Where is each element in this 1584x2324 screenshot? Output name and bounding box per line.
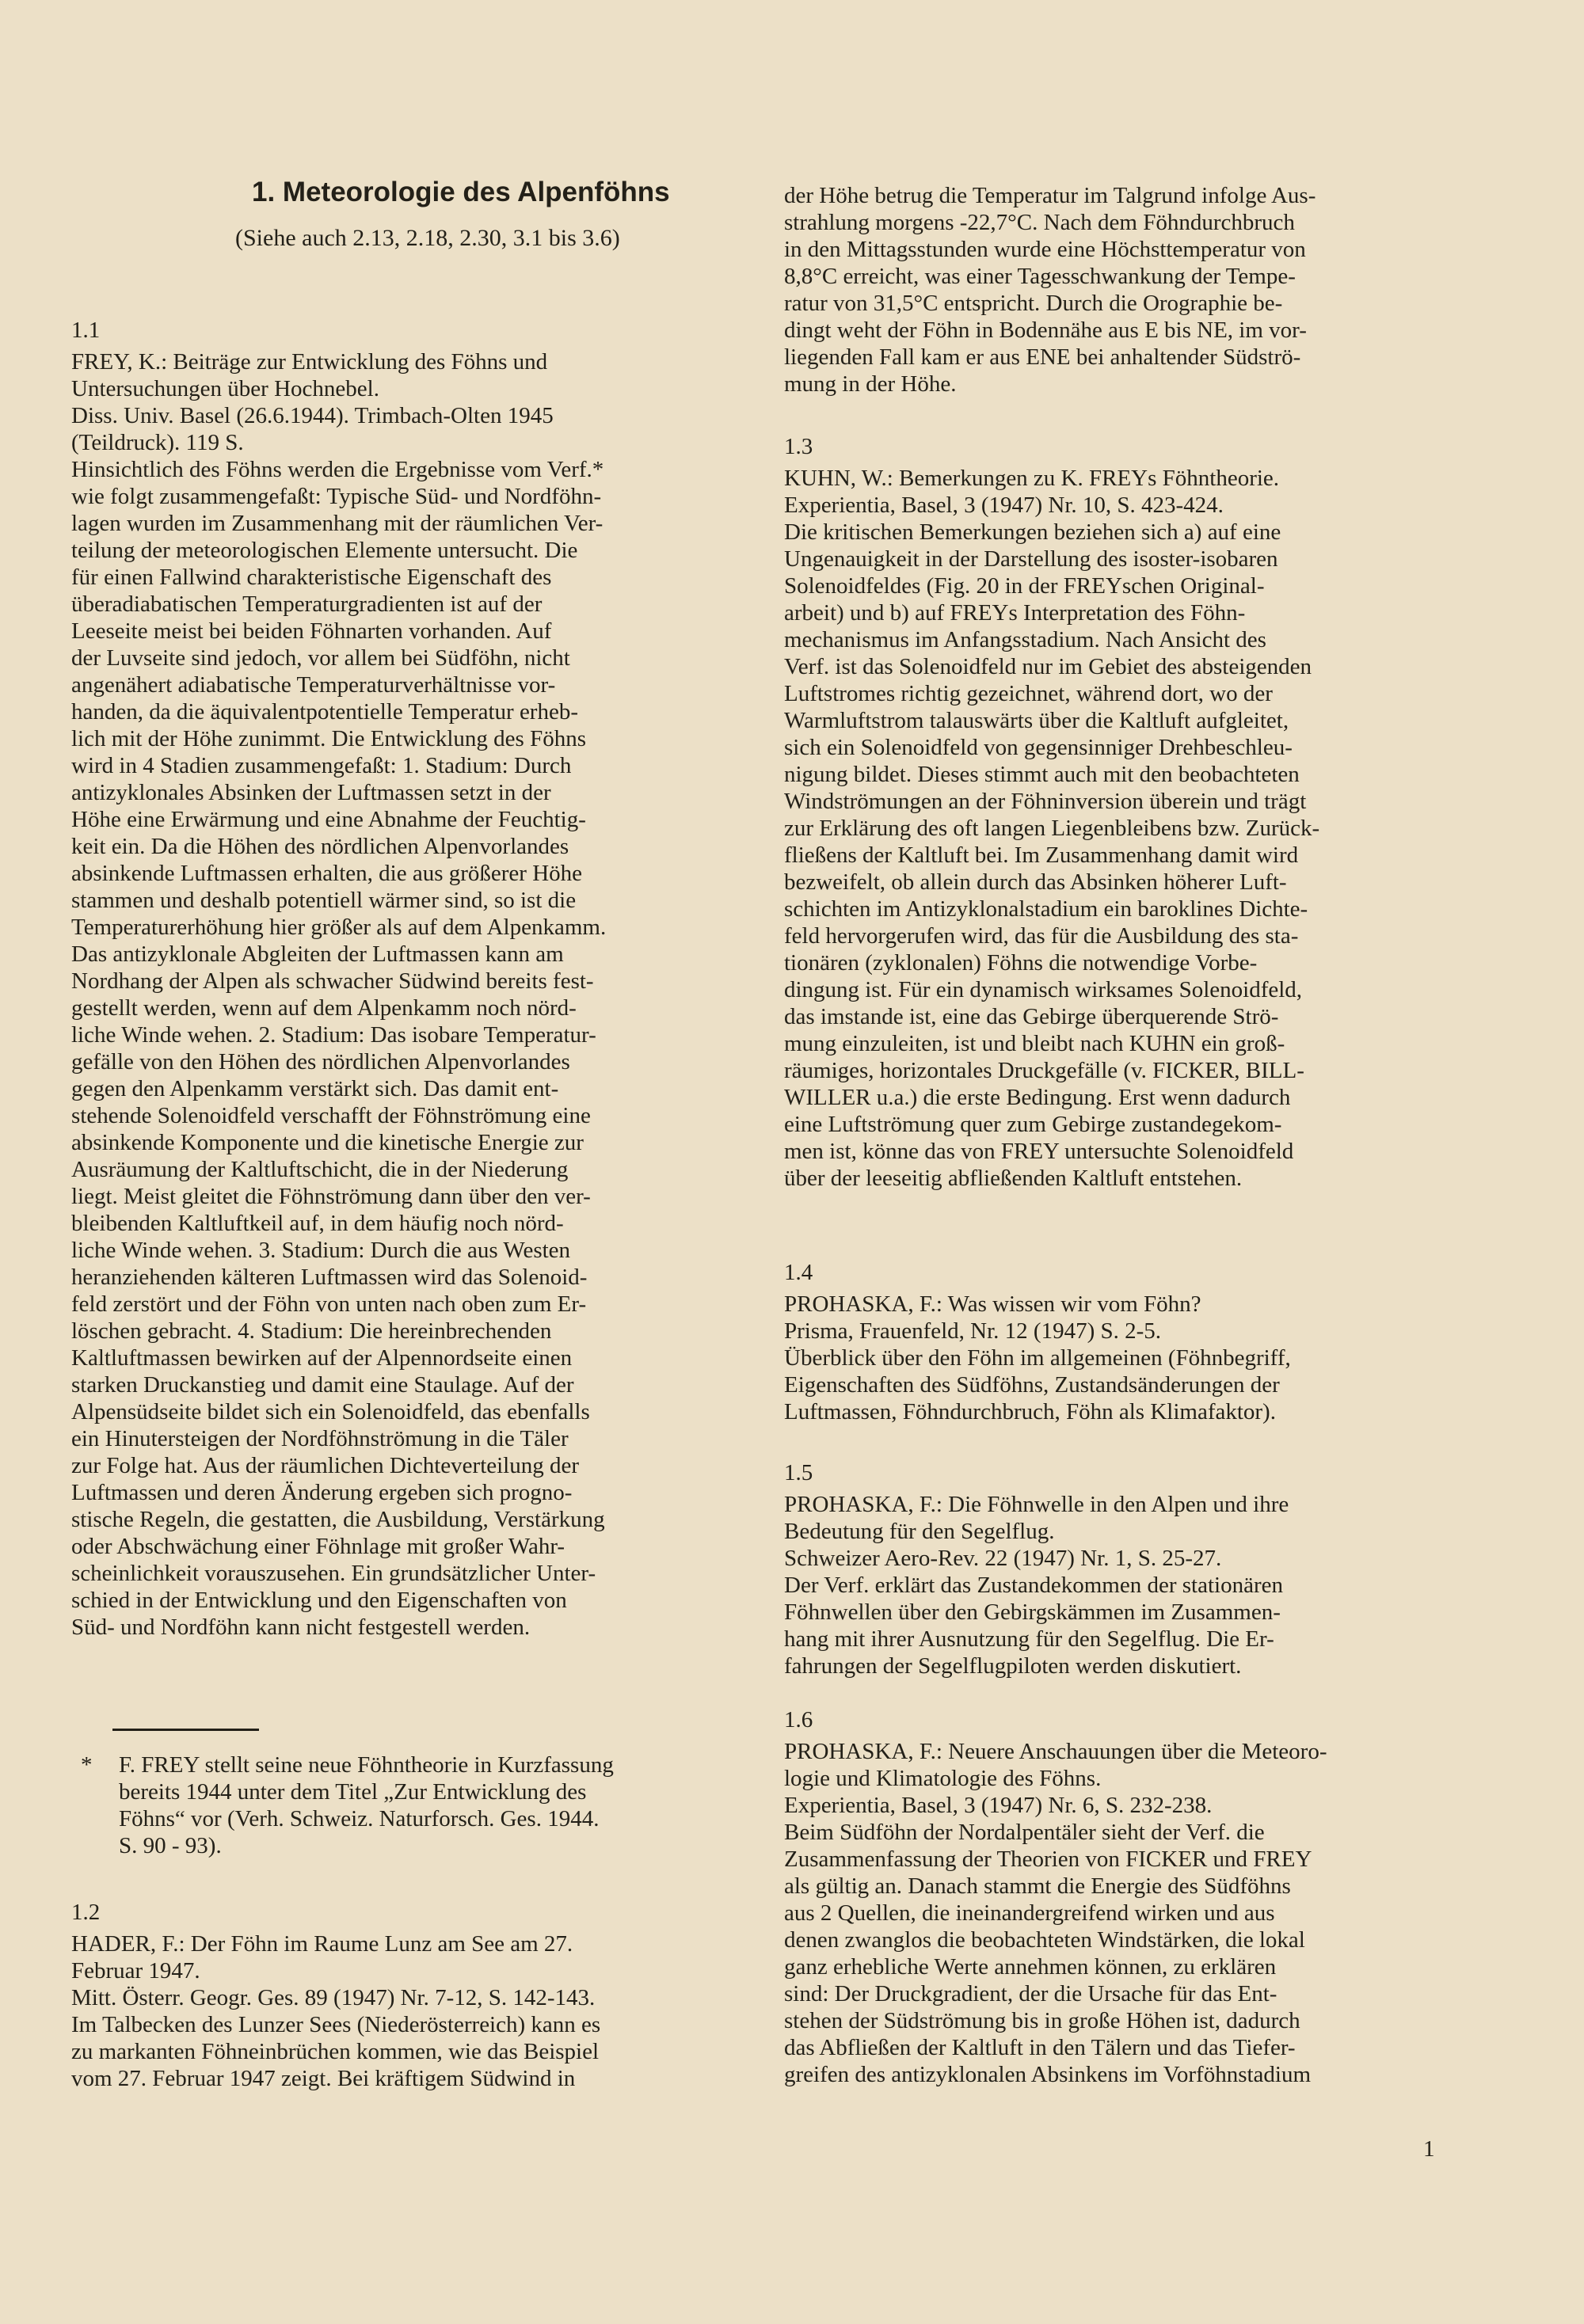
text-line: Ungenauigkeit in der Darstellung des isoster-isobaren xyxy=(784,546,1278,572)
page-number: 1 xyxy=(1423,2136,1435,2162)
text-line: bereits 1944 unter dem Titel „Zur Entwicklung des xyxy=(119,1779,587,1805)
text-line: der Luvseite sind jedoch, vor allem bei Südföhn, nicht xyxy=(71,645,570,671)
text-line: schied in der Entwicklung und den Eigenschaften von xyxy=(71,1588,567,1613)
text-line: logie und Klimatologie des Föhns. xyxy=(784,1766,1102,1791)
text-line: Der Verf. erklärt das Zustandekommen der stationären xyxy=(784,1573,1283,1598)
text-line: der Höhe betrug die Temperatur im Talgrund infolge Aus- xyxy=(784,183,1316,208)
text-line: schichten im Antizyklonalstadium ein baroklines Dichte- xyxy=(784,896,1308,922)
text-line: antizyklonales Absinken der Luftmassen setzt in der xyxy=(71,780,551,805)
entry-text xyxy=(71,1930,600,2092)
text-line: bleibenden Kaltluftkeil auf, in dem häufig noch nörd- xyxy=(71,1211,564,1236)
text-line: überadiabatischen Temperaturgradienten ist auf der xyxy=(71,591,543,617)
text-line: Leeseite meist bei beiden Föhnarten vorhanden. Auf xyxy=(71,618,552,644)
text-line: ganz erhebliche Werte annehmen können, zu erklären xyxy=(784,1954,1277,1980)
text-line: ratur von 31,5°C entspricht. Durch die Orographie be- xyxy=(784,291,1283,316)
text-line: Diss. Univ. Basel (26.6.1944). Trimbach-Olten 1945 xyxy=(71,403,554,428)
text-line: fließens der Kaltluft bei. Im Zusammenhang damit wird xyxy=(784,842,1299,868)
text-line: absinkende Komponente und die kinetische Energie zur xyxy=(71,1130,584,1155)
text-line: bezweifelt, ob allein durch das Absinken höherer Luft- xyxy=(784,869,1287,895)
text-line: Experientia, Basel, 3 (1947) Nr. 10, S. 423-424. xyxy=(784,493,1224,518)
entry-text xyxy=(71,348,606,1641)
text-line: men ist, könne das von FREY untersuchte Solenoidfeld xyxy=(784,1139,1294,1164)
text-line: hang mit ihrer Ausnutzung für den Segelflug. Die Er- xyxy=(784,1626,1274,1652)
entry-text xyxy=(784,1738,1327,2088)
text-line: Warmluftstrom talauswärts über die Kaltluft aufgleitet, xyxy=(784,708,1289,733)
entry-1-3 xyxy=(784,433,1319,1192)
text-line: gefälle von den Höhen des nördlichen Alpenvorlandes xyxy=(71,1049,570,1075)
entry-1-1 xyxy=(71,317,606,1641)
text-line: räumiges, horizontales Druckgefälle (v. FICKER, BILL- xyxy=(784,1058,1304,1083)
text-line: tionären (zyklonalen) Föhns die notwendige Vorbe- xyxy=(784,950,1258,976)
text-line: Zusammenfassung der Theorien von FICKER und FREY xyxy=(784,1847,1312,1872)
entry-text xyxy=(784,1491,1289,1679)
text-line: teilung der meteorologischen Elemente untersucht. Die xyxy=(71,538,578,563)
text-line: Süd- und Nordföhn kann nicht festgestell werden. xyxy=(71,1615,531,1640)
text-line: in den Mittagsstunden wurde eine Höchsttemperatur von xyxy=(784,237,1306,262)
text-line: über der leeseitig abfließenden Kaltluft entstehen. xyxy=(784,1166,1243,1191)
entry-number: 1.1 xyxy=(71,318,101,343)
text-line: lagen wurden im Zusammenhang mit der räumlichen Ver- xyxy=(71,511,604,536)
text-line: Luftmassen, Föhndurchbruch, Föhn als Klimafaktor). xyxy=(784,1399,1276,1424)
entry-text xyxy=(784,182,1316,397)
text-line: keit ein. Da die Höhen des nördlichen Alpenvorlandes xyxy=(71,834,569,859)
text-line: stammen und deshalb potentiell wärmer sind, so ist die xyxy=(71,888,577,913)
text-line: mechanismus im Anfangsstadium. Nach Ansicht des xyxy=(784,627,1266,652)
text-line: liegt. Meist gleitet die Föhnströmung dann über den ver- xyxy=(71,1184,591,1209)
text-line: (Teildruck). 119 S. xyxy=(71,430,244,455)
section-subtitle: (Siehe auch 2.13, 2.18, 2.30, 3.1 bis 3.6) xyxy=(235,225,620,251)
text-line: Überblick über den Föhn im allgemeinen (Föhnbegriff, xyxy=(784,1345,1291,1371)
text-line: dingt weht der Föhn in Bodennähe aus E bis NE, im vor- xyxy=(784,318,1307,343)
entry-1-2-continued xyxy=(784,182,1316,397)
entry-1-6 xyxy=(784,1706,1327,2088)
text-line: mung in der Höhe. xyxy=(784,371,957,397)
text-line: PROHASKA, F.: Die Föhnwelle in den Alpen und ihre xyxy=(784,1492,1289,1517)
text-line: Ausräumung der Kaltluftschicht, die in der Niederung xyxy=(71,1157,569,1182)
text-line: 8,8°C erreicht, was einer Tagesschwankung der Tempe- xyxy=(784,264,1296,289)
text-line: Februar 1947. xyxy=(71,1958,200,1984)
text-line: lich mit der Höhe zunimmt. Die Entwicklung des Föhns xyxy=(71,726,586,751)
entry-1-5 xyxy=(784,1459,1289,1679)
text-line: Die kritischen Bemerkungen beziehen sich a) auf eine xyxy=(784,519,1281,545)
text-line: heranziehenden kälteren Luftmassen wird das Solenoid- xyxy=(71,1265,588,1290)
text-line: liegenden Fall kam er aus ENE bei anhaltender Südströ- xyxy=(784,344,1301,370)
text-line: eine Luftströmung quer zum Gebirge zustandegekom- xyxy=(784,1112,1282,1137)
text-line: Solenoidfeldes (Fig. 20 in der FREYschen Original- xyxy=(784,573,1265,599)
text-line: liche Winde wehen. 2. Stadium: Das isobare Temperatur- xyxy=(71,1022,596,1048)
text-line: WILLER u.a.) die erste Bedingung. Erst wenn dadurch xyxy=(784,1085,1291,1110)
entry-number: 1.5 xyxy=(784,1460,813,1485)
text-line: vom 27. Februar 1947 zeigt. Bei kräftigem Südwind in xyxy=(71,2066,576,2091)
text-line: PROHASKA, F.: Was wissen wir vom Föhn? xyxy=(784,1291,1201,1317)
text-line: für einen Fallwind charakteristische Eigenschaft des xyxy=(71,565,552,590)
text-line: feld zerstört und der Föhn von unten nach oben zum Er- xyxy=(71,1291,587,1317)
text-line: Nordhang der Alpen als schwacher Südwind bereits fest- xyxy=(71,968,594,994)
text-line: oder Abschwächung einer Föhnlage mit großer Wahr- xyxy=(71,1534,565,1559)
text-line: Untersuchungen über Hochnebel. xyxy=(71,376,379,401)
text-line: Mitt. Österr. Geogr. Ges. 89 (1947) Nr. 7-12, S. 142-143. xyxy=(71,1985,596,2010)
entry-number: 1.6 xyxy=(784,1707,813,1733)
text-line: S. 90 - 93). xyxy=(119,1833,222,1858)
text-line: sich ein Solenoidfeld von gegensinniger Drehbeschleu- xyxy=(784,735,1293,760)
text-line: mung einzuleiten, ist und bleibt nach KUHN ein groß- xyxy=(784,1031,1285,1056)
text-line: wie folgt zusammengefaßt: Typische Süd- und Nordföhn- xyxy=(71,484,602,509)
text-line: Experientia, Basel, 3 (1947) Nr. 6, S. 232-238. xyxy=(784,1793,1213,1818)
text-line: Luftstromes richtig gezeichnet, während dort, wo der xyxy=(784,681,1273,706)
text-line: liche Winde wehen. 3. Stadium: Durch die aus Westen xyxy=(71,1238,571,1263)
text-line: stehende Solenoidfeld verschafft der Föhnströmung eine xyxy=(71,1103,591,1128)
text-line: gestellt werden, wenn auf dem Alpenkamm noch nörd- xyxy=(71,995,577,1021)
text-line: stehen der Südströmung bis in große Höhen ist, dadurch xyxy=(784,2008,1300,2033)
footnote-divider xyxy=(112,1729,259,1731)
text-line: Föhnwellen über den Gebirgskämmen im Zusammen- xyxy=(784,1599,1281,1625)
text-line: denen zwanglos die beobachteten Windstärken, die lokal xyxy=(784,1927,1305,1953)
text-line: Luftmassen und deren Änderung ergeben sich progno- xyxy=(71,1480,573,1505)
text-line: dingung ist. Für ein dynamisch wirksames Solenoidfeld, xyxy=(784,977,1303,1002)
text-line: Schweizer Aero-Rev. 22 (1947) Nr. 1, S. 25-27. xyxy=(784,1546,1222,1571)
text-line: FREY, K.: Beiträge zur Entwicklung des Föhns und xyxy=(71,349,548,375)
text-line: zur Folge hat. Aus der räumlichen Dichteverteilung der xyxy=(71,1453,580,1478)
text-line: als gültig an. Danach stammt die Energie des Südföhns xyxy=(784,1873,1291,1899)
text-line: feld hervorgerufen wird, das für die Ausbildung des sta- xyxy=(784,923,1299,949)
text-line: nigung bildet. Dieses stimmt auch mit den beobachteten xyxy=(784,762,1300,787)
footnote-marker: * xyxy=(81,1752,93,1778)
text-line: Kaltluftmassen bewirken auf der Alpennordseite einen xyxy=(71,1345,573,1371)
text-line: greifen des antizyklonalen Absinkens im Vorföhnstadium xyxy=(784,2062,1312,2087)
entry-text xyxy=(784,465,1319,1192)
text-line: das Abfließen der Kaltluft in den Tälern und das Tiefer- xyxy=(784,2035,1296,2060)
entry-1-2 xyxy=(71,1899,600,2092)
text-line: PROHASKA, F.: Neuere Anschauungen über die Meteoro- xyxy=(784,1739,1327,1764)
entry-number: 1.2 xyxy=(71,1900,101,1925)
text-line: gegen den Alpenkamm verstärkt sich. Das damit ent- xyxy=(71,1076,559,1101)
text-line: F. FREY stellt seine neue Föhntheorie in Kurzfassung xyxy=(119,1752,614,1778)
text-line: Hinsichtlich des Föhns werden die Ergebnisse vom Verf.* xyxy=(71,457,604,482)
footnote-text xyxy=(119,1752,614,1859)
entry-number: 1.4 xyxy=(784,1260,813,1285)
text-line: angenähert adiabatische Temperaturverhältnisse vor- xyxy=(71,672,556,698)
text-line: stische Regeln, die gestatten, die Ausbildung, Verstärkung xyxy=(71,1507,605,1532)
text-line: wird in 4 Stadien zusammengefaßt: 1. Stadium: Durch xyxy=(71,753,572,778)
text-line: absinkende Luftmassen erhalten, die aus größerer Höhe xyxy=(71,861,583,886)
entry-text xyxy=(784,1291,1291,1425)
entry-number: 1.3 xyxy=(784,434,813,459)
text-line: Bedeutung für den Segelflug. xyxy=(784,1519,1055,1544)
text-line: Eigenschaften des Südföhns, Zustandsänderungen der xyxy=(784,1372,1280,1398)
text-line: zu markanten Föhneinbrüchen kommen, wie das Beispiel xyxy=(71,2039,600,2064)
section-title: 1. Meteorologie des Alpenföhns xyxy=(252,177,670,207)
text-line: Höhe eine Erwärmung und eine Abnahme der Feuchtig- xyxy=(71,807,586,832)
text-line: starken Druckanstieg und damit eine Staulage. Auf der xyxy=(71,1372,574,1398)
text-line: Prisma, Frauenfeld, Nr. 12 (1947) S. 2-5. xyxy=(784,1318,1162,1344)
text-line: das imstande ist, eine das Gebirge überquerende Strö- xyxy=(784,1004,1279,1029)
text-line: fahrungen der Segelflugpiloten werden diskutiert. xyxy=(784,1653,1242,1679)
text-line: Temperaturerhöhung hier größer als auf dem Alpenkamm. xyxy=(71,915,607,940)
text-line: Alpensüdseite bildet sich ein Solenoidfeld, das ebenfalls xyxy=(71,1399,590,1424)
text-line: handen, da die äquivalentpotentielle Temperatur erheb- xyxy=(71,699,578,725)
text-line: Das antizyklonale Abgleiten der Luftmassen kann am xyxy=(71,941,564,967)
text-line: arbeit) und b) auf FREYs Interpretation des Föhn- xyxy=(784,600,1246,626)
text-line: Beim Südföhn der Nordalpentäler sieht der Verf. die xyxy=(784,1820,1265,1845)
text-line: KUHN, W.: Bemerkungen zu K. FREYs Föhntheorie. xyxy=(784,466,1280,491)
text-line: Föhns“ vor (Verh. Schweiz. Naturforsch. Ges. 1944. xyxy=(119,1806,600,1831)
text-line: Windströmungen an der Föhninversion überein und trägt xyxy=(784,789,1307,814)
text-line: sind: Der Druckgradient, der die Ursache für das Ent- xyxy=(784,1981,1277,2006)
text-line: HADER, F.: Der Föhn im Raume Lunz am See am 27. xyxy=(71,1931,573,1957)
text-line: Im Talbecken des Lunzer Sees (Niederösterreich) kann es xyxy=(71,2012,601,2037)
text-line: aus 2 Quellen, die ineinandergreifend wirken und aus xyxy=(784,1900,1275,1926)
text-line: zur Erklärung des oft langen Liegenbleibens bzw. Zurück- xyxy=(784,816,1320,841)
text-line: ein Hinutersteigen der Nordföhnströmung in die Täler xyxy=(71,1426,569,1451)
entry-1-4 xyxy=(784,1259,1291,1425)
text-line: löschen gebracht. 4. Stadium: Die hereinbrechenden xyxy=(71,1318,552,1344)
text-line: Verf. ist das Solenoidfeld nur im Gebiet des absteigenden xyxy=(784,654,1312,679)
text-line: scheinlichkeit vorauszusehen. Ein grundsätzlicher Unter- xyxy=(71,1561,596,1586)
text-line: strahlung morgens -22,7°C. Nach dem Föhndurchbruch xyxy=(784,210,1295,235)
